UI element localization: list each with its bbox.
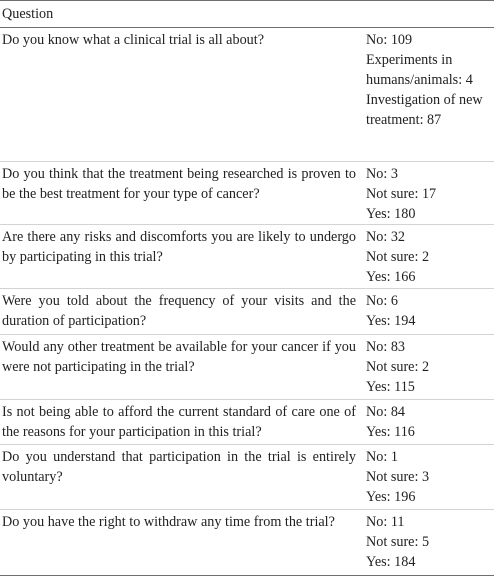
table-row	[0, 28, 494, 162]
answer-item: No: 32	[366, 229, 406, 245]
answer-item: No: 6	[366, 293, 398, 309]
answer-cell	[362, 335, 494, 399]
answer-item: Experiments in humans/animals: 4	[366, 52, 473, 88]
table-row	[0, 162, 494, 225]
answer-cell	[362, 510, 494, 575]
answer-item: Not sure: 5	[366, 534, 430, 550]
question-cell: Are there any risks and discomforts you are likely to undergo by participating in this trial?	[2, 229, 356, 265]
question-cell: Were you told about the frequency of your visits and the duration of participation?	[2, 293, 356, 329]
answer-cell	[362, 225, 494, 288]
answer-item: Yes: 180	[366, 206, 416, 222]
answer-item: Not sure: 2	[366, 249, 430, 265]
table-row	[0, 400, 494, 445]
question-cell: Is not being able to afford the current standard of care one of the reasons for your participation in this trial?	[2, 404, 356, 440]
question-cell: Would any other treatment be available for your cancer if you were not participating in the trial?	[2, 339, 356, 375]
question-cell: Do you know what a clinical trial is all about?	[2, 32, 265, 48]
table-row	[0, 289, 494, 335]
answer-cell	[362, 162, 494, 224]
question-cell: Do you have the right to withdraw any time from the trial?	[2, 514, 335, 530]
answer-item: No: 1	[366, 449, 398, 465]
answer-item: Yes: 184	[366, 554, 416, 570]
answer-cell	[362, 445, 494, 509]
answer-item: Yes: 115	[366, 379, 415, 395]
answer-item: No: 11	[366, 514, 405, 530]
table-header	[0, 0, 494, 28]
answer-item: Yes: 116	[366, 424, 415, 440]
answer-item: Investigation of new treatment: 87	[366, 92, 483, 128]
answer-item: Not sure: 3	[366, 469, 430, 485]
answer-item: No: 3	[366, 166, 398, 182]
answer-item: No: 109	[366, 32, 413, 48]
table-row	[0, 225, 494, 289]
answer-cell	[362, 400, 494, 444]
answer-item: No: 84	[366, 404, 406, 420]
answer-item: Yes: 194	[366, 313, 416, 329]
question-cell: Do you think that the treatment being researched is proven to be the best treatment for your type of cancer?	[2, 166, 356, 202]
question-cell: Do you understand that participation in the trial is entirely voluntary?	[2, 449, 356, 485]
answer-item: Not sure: 17	[366, 186, 437, 202]
header-question: Question	[2, 6, 54, 22]
answer-item: Yes: 196	[366, 489, 416, 505]
table-row	[0, 335, 494, 400]
answer-cell	[362, 28, 494, 161]
answer-item: Not sure: 2	[366, 359, 430, 375]
table-row	[0, 510, 494, 576]
table-row	[0, 445, 494, 510]
answer-item: No: 83	[366, 339, 406, 355]
answer-item: Yes: 166	[366, 269, 416, 285]
answer-cell	[362, 289, 494, 334]
